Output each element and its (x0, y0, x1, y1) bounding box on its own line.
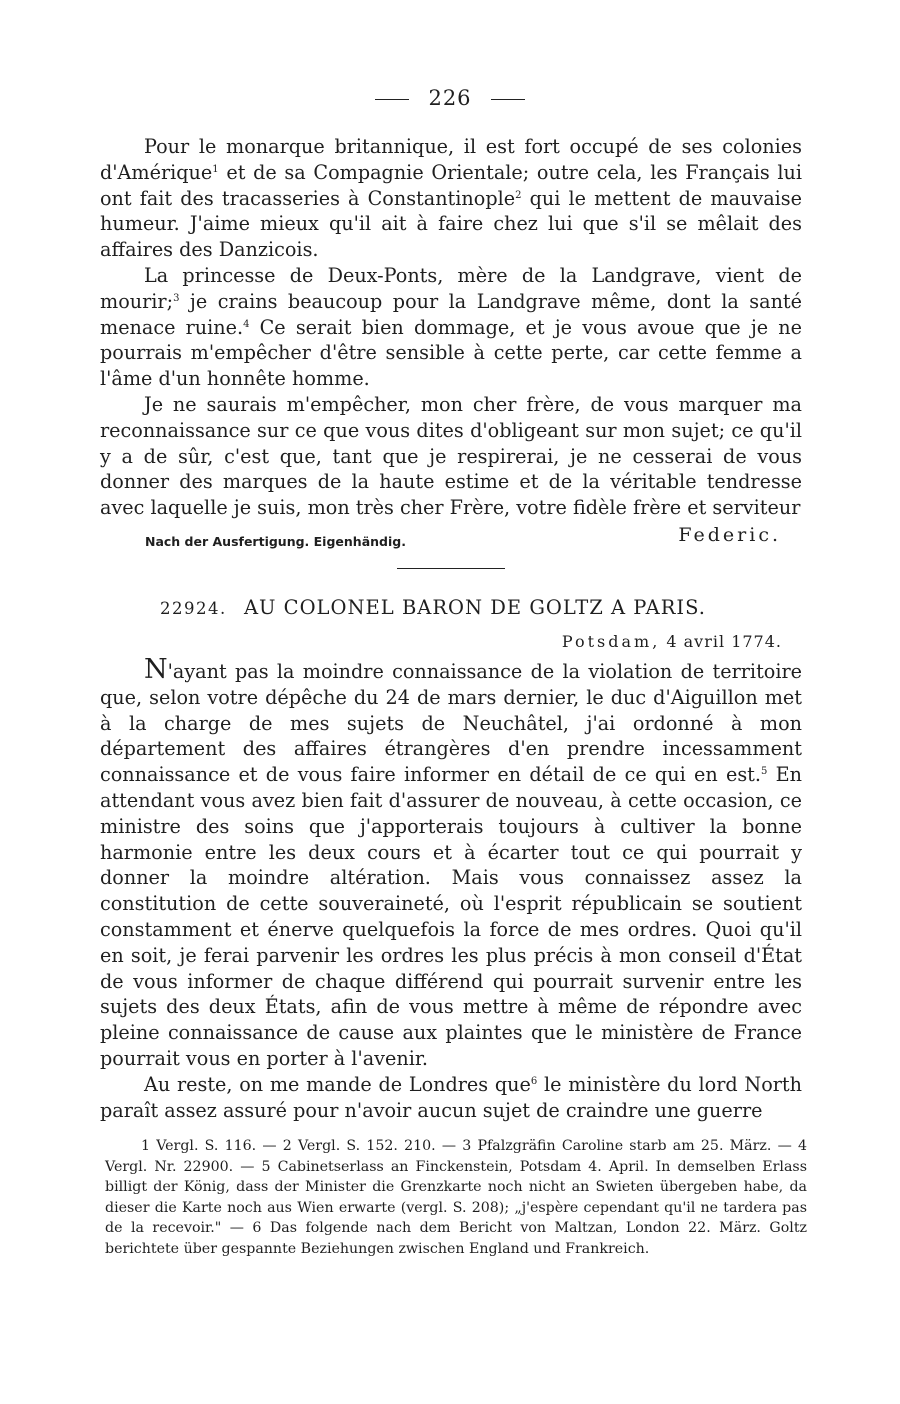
dateline (562, 632, 782, 651)
document-heading (160, 596, 706, 619)
letter-2-paragraph-2: Au reste, on me mande de Londres que$^6$ le ministère du lord North paraît assez assuré pour n'avoir aucun sujet de craindre une guerre (100, 1072, 802, 1122)
letter-2-body (100, 654, 802, 1123)
document-title: AU COLONEL BARON DE GOLTZ A PARIS. (243, 596, 706, 619)
footnote-block: 1 Vergl. S. 116. — 2 Vergl. S. 152. 210. — 3 Pfalzgräfin Caroline starb am 25. März. — 4 Vergl. Nr. 22900. — 5 Cabinetserlass an Finckenstein, Potsdam 4. April. In demselben Erlass billigt der König, dass der Minister die Grenzkarte noch nicht an Swieten übergeben habe, da dieser die Karte noch aus Wien erwarte (vergl. S. 208); „j'espère cependant qu'il ne tardera pas de la recevoir." — 6 Das folgende nach dem Bericht von Maltzan, London 22. März. Goltz berichtete über gespannte Beziehungen zwischen England und Frankreich. (105, 1138, 807, 1257)
dateline-date: 4 avril 1774. (666, 632, 782, 651)
page-number: 226 (428, 86, 472, 110)
signature: Federic. (678, 524, 781, 546)
letter-1-paragraph-3: Je ne saurais m'empêcher, mon cher frère, de vous marquer ma reconnaissance sur ce que vous dites d'obligeant sur mon sujet; ce qu'il y a de sûr, c'est que, tant que je respirerai, je ne cesserai de vous donner des marques de la haute estime et de la véritable tendresse avec laquelle je suis, mon très cher Frère, votre fidèle frère et serviteur (100, 392, 802, 520)
footnotes (105, 1136, 807, 1260)
footnote-ref: 5 (760, 766, 768, 778)
dateline-place: Potsdam, (561, 632, 661, 651)
section-divider (397, 568, 505, 569)
letter-1-paragraph-2: La princesse de Deux-Ponts, mère de la Landgrave, vient de mourir;$^3$ je crains beaucoup pour la Landgrave même, dont la santé menace ruine.$^4$ Ce serait bien dommage, et je vous avoue que je ne pourrais m'empêcher d'être sensible à cette perte, car cette femme a l'âme d'un honnête homme. (100, 263, 802, 391)
source-note: Nach der Ausfertigung. Eigenhändig. (145, 534, 406, 549)
header-dash-right (491, 99, 525, 100)
document-number: 22924. (160, 599, 227, 618)
letter-2-paragraph-1: N'ayant pas la moindre connaissance de la violation de territoire que, selon votre dépêche du 24 de mars dernier, le duc d'Aiguillon met à la charge de mes sujets de Neuchâtel, j'ai ordonné à mon département des affaires étrangères d'en prendre incessamment connaissance et de vous faire informer en détail de ce qui en est.$^5$ En attendant vous avez bien fait d'assurer de nouveau, à cette occasion, ce ministre des soins que j'apporterais toujours à cultiver la bonne harmonie entre les deux cours et à écarter tout ce qui pourrait y donner la moindre altération. Mais vous connaissez assez la constitution de cette souveraineté, où l'esprit républicain se soutient constamment et énerve quelquefois la force de mes ordres. Quoi qu'il en soit, je ferai parvenir les ordres les plus précis à mon conseil d'État de vous informer de chaque différend qui pourrait survenir entre les sujets des deux États, afin de vous mettre à même de répondre avec pleine connaissance de cause aux plaintes que le ministère de France pourrait vous en porter à l'avenir. (100, 654, 802, 1070)
drop-cap: N (144, 654, 168, 685)
footnote-ref: 2 (515, 189, 522, 201)
footnote-ref: 4 (243, 318, 250, 330)
header-dash-left (375, 99, 409, 100)
letter-1-paragraph-1: Pour le monarque britannique, il est fort occupé de ses colonies d'Amérique$^1$ et de sa Compagnie Orientale; outre cela, les Français lui ont fait des tracasseries à Constantinople$^2$ qui le mettent de mauvaise humeur. J'aime mieux qu'il ait à faire chez lui que s'il se mêlait des affaires des Danzicois. (100, 135, 802, 262)
footnote-ref: 6 (530, 1075, 538, 1087)
page-header (0, 86, 900, 110)
footnote-ref: 1 (212, 163, 219, 175)
letter-1-body (100, 134, 802, 521)
footnote-ref: 3 (173, 292, 180, 304)
